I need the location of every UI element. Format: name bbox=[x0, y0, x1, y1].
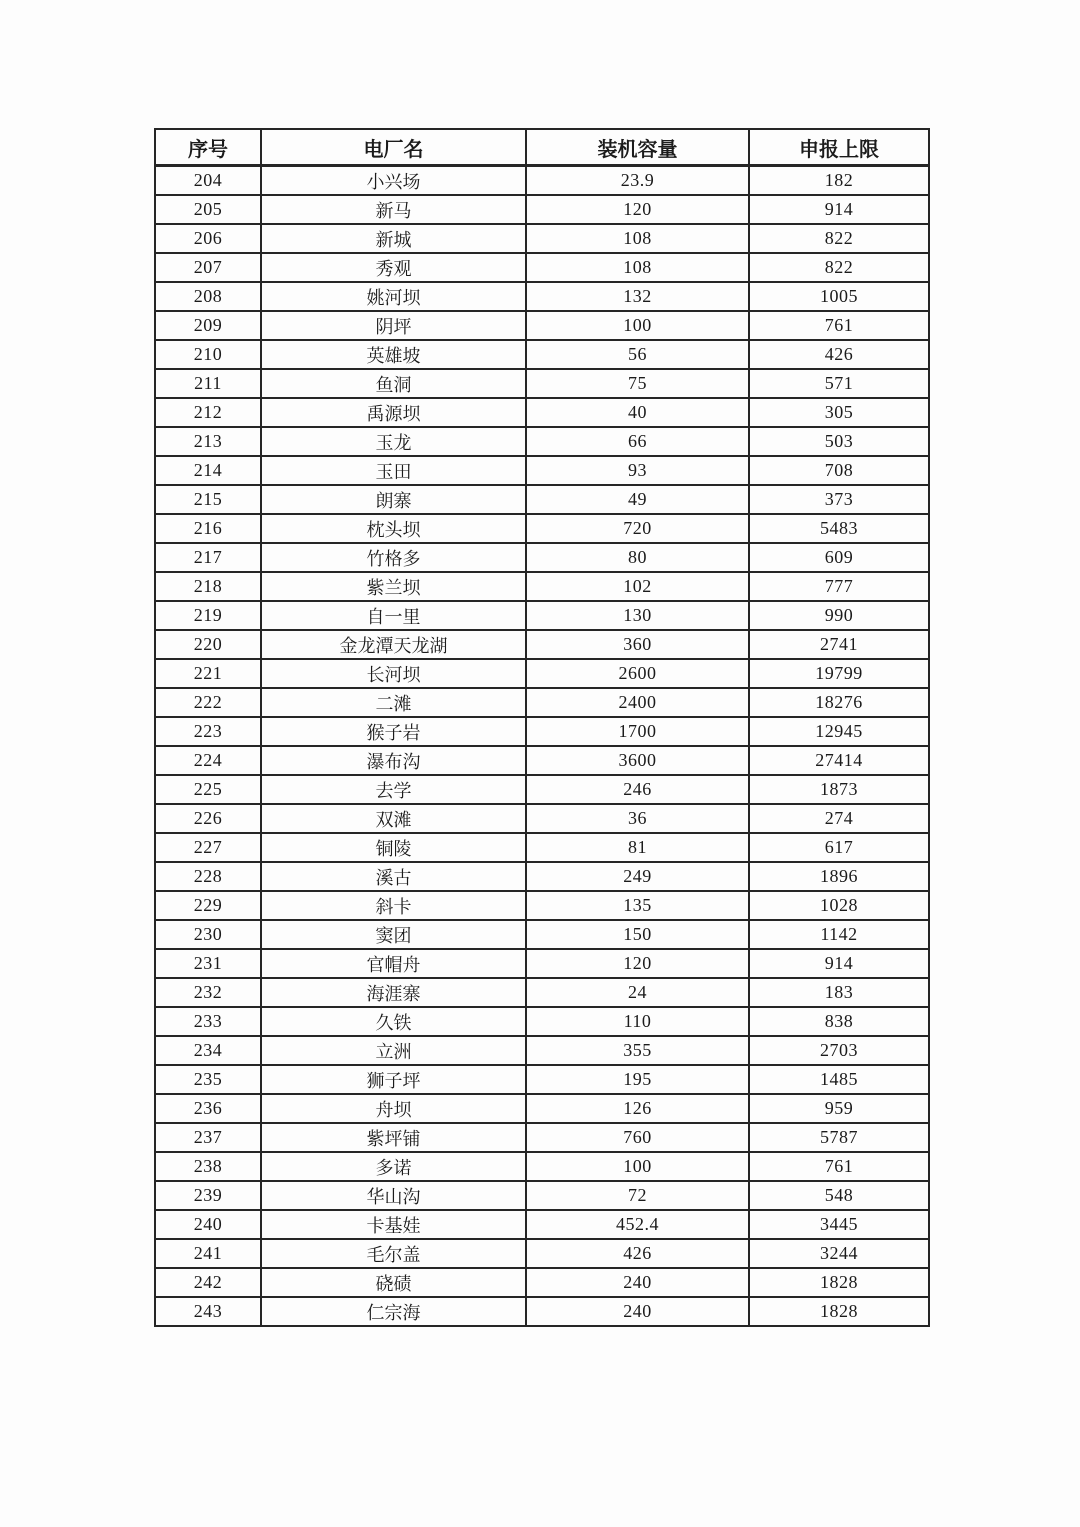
cell-capacity: 150 bbox=[526, 920, 749, 949]
cell-limit: 182 bbox=[749, 166, 929, 196]
cell-serial: 228 bbox=[155, 862, 261, 891]
cell-plant-name: 硗碛 bbox=[261, 1268, 526, 1297]
cell-capacity: 130 bbox=[526, 601, 749, 630]
cell-limit: 2703 bbox=[749, 1036, 929, 1065]
cell-limit: 990 bbox=[749, 601, 929, 630]
cell-serial: 217 bbox=[155, 543, 261, 572]
cell-capacity: 355 bbox=[526, 1036, 749, 1065]
cell-serial: 215 bbox=[155, 485, 261, 514]
cell-serial: 223 bbox=[155, 717, 261, 746]
table-row bbox=[155, 891, 929, 920]
table-row bbox=[155, 804, 929, 833]
cell-capacity: 36 bbox=[526, 804, 749, 833]
cell-limit: 822 bbox=[749, 253, 929, 282]
table-row bbox=[155, 1036, 929, 1065]
table-row bbox=[155, 485, 929, 514]
cell-capacity: 24 bbox=[526, 978, 749, 1007]
cell-plant-name: 鱼洞 bbox=[261, 369, 526, 398]
cell-serial: 242 bbox=[155, 1268, 261, 1297]
cell-limit: 777 bbox=[749, 572, 929, 601]
table-row bbox=[155, 427, 929, 456]
cell-limit: 18276 bbox=[749, 688, 929, 717]
cell-plant-name: 卡基娃 bbox=[261, 1210, 526, 1239]
cell-limit: 1828 bbox=[749, 1268, 929, 1297]
cell-capacity: 2600 bbox=[526, 659, 749, 688]
cell-limit: 1896 bbox=[749, 862, 929, 891]
cell-capacity: 135 bbox=[526, 891, 749, 920]
cell-plant-name: 阴坪 bbox=[261, 311, 526, 340]
cell-serial: 233 bbox=[155, 1007, 261, 1036]
cell-serial: 232 bbox=[155, 978, 261, 1007]
cell-serial: 235 bbox=[155, 1065, 261, 1094]
table-row bbox=[155, 1239, 929, 1268]
cell-plant-name: 猴子岩 bbox=[261, 717, 526, 746]
cell-plant-name: 新马 bbox=[261, 195, 526, 224]
cell-serial: 210 bbox=[155, 340, 261, 369]
cell-serial: 225 bbox=[155, 775, 261, 804]
cell-plant-name: 小兴场 bbox=[261, 166, 526, 196]
cell-limit: 548 bbox=[749, 1181, 929, 1210]
cell-limit: 1028 bbox=[749, 891, 929, 920]
table-row bbox=[155, 1152, 929, 1181]
cell-limit: 914 bbox=[749, 949, 929, 978]
cell-plant-name: 舟坝 bbox=[261, 1094, 526, 1123]
cell-limit: 1005 bbox=[749, 282, 929, 311]
cell-capacity: 760 bbox=[526, 1123, 749, 1152]
cell-serial: 219 bbox=[155, 601, 261, 630]
table-row bbox=[155, 456, 929, 485]
cell-limit: 305 bbox=[749, 398, 929, 427]
table-row bbox=[155, 1297, 929, 1326]
cell-plant-name: 英雄坡 bbox=[261, 340, 526, 369]
table-header bbox=[155, 129, 929, 166]
cell-serial: 218 bbox=[155, 572, 261, 601]
cell-capacity: 426 bbox=[526, 1239, 749, 1268]
cell-limit: 761 bbox=[749, 1152, 929, 1181]
cell-serial: 220 bbox=[155, 630, 261, 659]
table-row bbox=[155, 775, 929, 804]
cell-capacity: 108 bbox=[526, 253, 749, 282]
cell-capacity: 120 bbox=[526, 949, 749, 978]
table-header-row bbox=[155, 129, 929, 166]
cell-limit: 761 bbox=[749, 311, 929, 340]
cell-plant-name: 立洲 bbox=[261, 1036, 526, 1065]
cell-limit: 3244 bbox=[749, 1239, 929, 1268]
power-plant-table bbox=[154, 128, 930, 1327]
cell-plant-name: 秀观 bbox=[261, 253, 526, 282]
cell-plant-name: 海涯寨 bbox=[261, 978, 526, 1007]
cell-capacity: 249 bbox=[526, 862, 749, 891]
cell-plant-name: 久铁 bbox=[261, 1007, 526, 1036]
cell-limit: 617 bbox=[749, 833, 929, 862]
cell-limit: 609 bbox=[749, 543, 929, 572]
cell-capacity: 246 bbox=[526, 775, 749, 804]
table-row bbox=[155, 688, 929, 717]
cell-plant-name: 玉龙 bbox=[261, 427, 526, 456]
column-header-serial: 序号 bbox=[155, 129, 261, 166]
cell-serial: 226 bbox=[155, 804, 261, 833]
cell-serial: 212 bbox=[155, 398, 261, 427]
cell-limit: 1873 bbox=[749, 775, 929, 804]
cell-plant-name: 窦团 bbox=[261, 920, 526, 949]
table-row bbox=[155, 398, 929, 427]
table-row bbox=[155, 920, 929, 949]
column-header-capacity: 装机容量 bbox=[526, 129, 749, 166]
table-row bbox=[155, 1210, 929, 1239]
cell-capacity: 40 bbox=[526, 398, 749, 427]
table-row bbox=[155, 862, 929, 891]
table-row bbox=[155, 1007, 929, 1036]
table-row bbox=[155, 1065, 929, 1094]
cell-capacity: 100 bbox=[526, 1152, 749, 1181]
cell-capacity: 108 bbox=[526, 224, 749, 253]
cell-limit: 708 bbox=[749, 456, 929, 485]
cell-limit: 5483 bbox=[749, 514, 929, 543]
cell-plant-name: 自一里 bbox=[261, 601, 526, 630]
cell-capacity: 240 bbox=[526, 1268, 749, 1297]
cell-capacity: 2400 bbox=[526, 688, 749, 717]
column-header-plant-name: 电厂名 bbox=[261, 129, 526, 166]
cell-capacity: 1700 bbox=[526, 717, 749, 746]
cell-serial: 243 bbox=[155, 1297, 261, 1326]
table-row bbox=[155, 601, 929, 630]
cell-plant-name: 金龙潭天龙湖 bbox=[261, 630, 526, 659]
table-row bbox=[155, 369, 929, 398]
cell-limit: 19799 bbox=[749, 659, 929, 688]
table-row bbox=[155, 224, 929, 253]
table-row bbox=[155, 833, 929, 862]
cell-serial: 208 bbox=[155, 282, 261, 311]
cell-limit: 3445 bbox=[749, 1210, 929, 1239]
cell-limit: 5787 bbox=[749, 1123, 929, 1152]
cell-capacity: 240 bbox=[526, 1297, 749, 1326]
table-row bbox=[155, 340, 929, 369]
table-row bbox=[155, 195, 929, 224]
cell-serial: 214 bbox=[155, 456, 261, 485]
cell-plant-name: 枕头坝 bbox=[261, 514, 526, 543]
cell-limit: 12945 bbox=[749, 717, 929, 746]
cell-serial: 216 bbox=[155, 514, 261, 543]
cell-serial: 230 bbox=[155, 920, 261, 949]
cell-plant-name: 铜陵 bbox=[261, 833, 526, 862]
cell-limit: 183 bbox=[749, 978, 929, 1007]
cell-plant-name: 紫兰坝 bbox=[261, 572, 526, 601]
cell-serial: 234 bbox=[155, 1036, 261, 1065]
table-row bbox=[155, 166, 929, 196]
cell-plant-name: 仁宗海 bbox=[261, 1297, 526, 1326]
cell-serial: 227 bbox=[155, 833, 261, 862]
cell-limit: 426 bbox=[749, 340, 929, 369]
cell-plant-name: 长河坝 bbox=[261, 659, 526, 688]
cell-serial: 229 bbox=[155, 891, 261, 920]
cell-serial: 204 bbox=[155, 166, 261, 196]
cell-serial: 205 bbox=[155, 195, 261, 224]
cell-plant-name: 斜卡 bbox=[261, 891, 526, 920]
cell-limit: 27414 bbox=[749, 746, 929, 775]
cell-plant-name: 多诺 bbox=[261, 1152, 526, 1181]
cell-serial: 240 bbox=[155, 1210, 261, 1239]
table-row bbox=[155, 253, 929, 282]
cell-capacity: 120 bbox=[526, 195, 749, 224]
cell-serial: 236 bbox=[155, 1094, 261, 1123]
cell-plant-name: 毛尔盖 bbox=[261, 1239, 526, 1268]
cell-plant-name: 双滩 bbox=[261, 804, 526, 833]
cell-serial: 241 bbox=[155, 1239, 261, 1268]
table-row bbox=[155, 311, 929, 340]
cell-capacity: 132 bbox=[526, 282, 749, 311]
table-row bbox=[155, 949, 929, 978]
cell-limit: 1828 bbox=[749, 1297, 929, 1326]
cell-capacity: 3600 bbox=[526, 746, 749, 775]
table-body bbox=[155, 166, 929, 1327]
cell-serial: 207 bbox=[155, 253, 261, 282]
cell-serial: 237 bbox=[155, 1123, 261, 1152]
cell-plant-name: 紫坪铺 bbox=[261, 1123, 526, 1152]
cell-capacity: 102 bbox=[526, 572, 749, 601]
cell-capacity: 75 bbox=[526, 369, 749, 398]
cell-limit: 959 bbox=[749, 1094, 929, 1123]
table-row bbox=[155, 630, 929, 659]
table-row bbox=[155, 1094, 929, 1123]
cell-limit: 1142 bbox=[749, 920, 929, 949]
cell-plant-name: 官帽舟 bbox=[261, 949, 526, 978]
cell-plant-name: 姚河坝 bbox=[261, 282, 526, 311]
cell-limit: 2741 bbox=[749, 630, 929, 659]
cell-limit: 838 bbox=[749, 1007, 929, 1036]
cell-capacity: 66 bbox=[526, 427, 749, 456]
table-row bbox=[155, 746, 929, 775]
cell-capacity: 110 bbox=[526, 1007, 749, 1036]
cell-capacity: 126 bbox=[526, 1094, 749, 1123]
cell-capacity: 81 bbox=[526, 833, 749, 862]
table-row bbox=[155, 978, 929, 1007]
cell-capacity: 360 bbox=[526, 630, 749, 659]
cell-capacity: 72 bbox=[526, 1181, 749, 1210]
cell-serial: 224 bbox=[155, 746, 261, 775]
cell-plant-name: 二滩 bbox=[261, 688, 526, 717]
table-row bbox=[155, 717, 929, 746]
cell-serial: 222 bbox=[155, 688, 261, 717]
cell-capacity: 93 bbox=[526, 456, 749, 485]
cell-capacity: 100 bbox=[526, 311, 749, 340]
cell-serial: 211 bbox=[155, 369, 261, 398]
cell-serial: 221 bbox=[155, 659, 261, 688]
cell-serial: 206 bbox=[155, 224, 261, 253]
table-row bbox=[155, 572, 929, 601]
cell-plant-name: 狮子坪 bbox=[261, 1065, 526, 1094]
table-row bbox=[155, 282, 929, 311]
cell-serial: 239 bbox=[155, 1181, 261, 1210]
cell-capacity: 720 bbox=[526, 514, 749, 543]
cell-serial: 209 bbox=[155, 311, 261, 340]
cell-plant-name: 溪古 bbox=[261, 862, 526, 891]
column-header-limit: 申报上限 bbox=[749, 129, 929, 166]
table-row bbox=[155, 543, 929, 572]
cell-plant-name: 瀑布沟 bbox=[261, 746, 526, 775]
cell-limit: 914 bbox=[749, 195, 929, 224]
table-row bbox=[155, 1268, 929, 1297]
cell-plant-name: 朗寨 bbox=[261, 485, 526, 514]
cell-limit: 571 bbox=[749, 369, 929, 398]
cell-capacity: 49 bbox=[526, 485, 749, 514]
cell-serial: 231 bbox=[155, 949, 261, 978]
cell-plant-name: 竹格多 bbox=[261, 543, 526, 572]
table-row bbox=[155, 514, 929, 543]
cell-limit: 1485 bbox=[749, 1065, 929, 1094]
cell-plant-name: 华山沟 bbox=[261, 1181, 526, 1210]
cell-capacity: 23.9 bbox=[526, 166, 749, 196]
table-row bbox=[155, 1181, 929, 1210]
table-row bbox=[155, 659, 929, 688]
cell-plant-name: 禹源坝 bbox=[261, 398, 526, 427]
cell-limit: 822 bbox=[749, 224, 929, 253]
cell-capacity: 452.4 bbox=[526, 1210, 749, 1239]
cell-plant-name: 玉田 bbox=[261, 456, 526, 485]
cell-plant-name: 去学 bbox=[261, 775, 526, 804]
table-row bbox=[155, 1123, 929, 1152]
cell-plant-name: 新城 bbox=[261, 224, 526, 253]
cell-capacity: 80 bbox=[526, 543, 749, 572]
cell-serial: 238 bbox=[155, 1152, 261, 1181]
cell-serial: 213 bbox=[155, 427, 261, 456]
cell-limit: 373 bbox=[749, 485, 929, 514]
cell-limit: 274 bbox=[749, 804, 929, 833]
cell-capacity: 195 bbox=[526, 1065, 749, 1094]
cell-limit: 503 bbox=[749, 427, 929, 456]
cell-capacity: 56 bbox=[526, 340, 749, 369]
